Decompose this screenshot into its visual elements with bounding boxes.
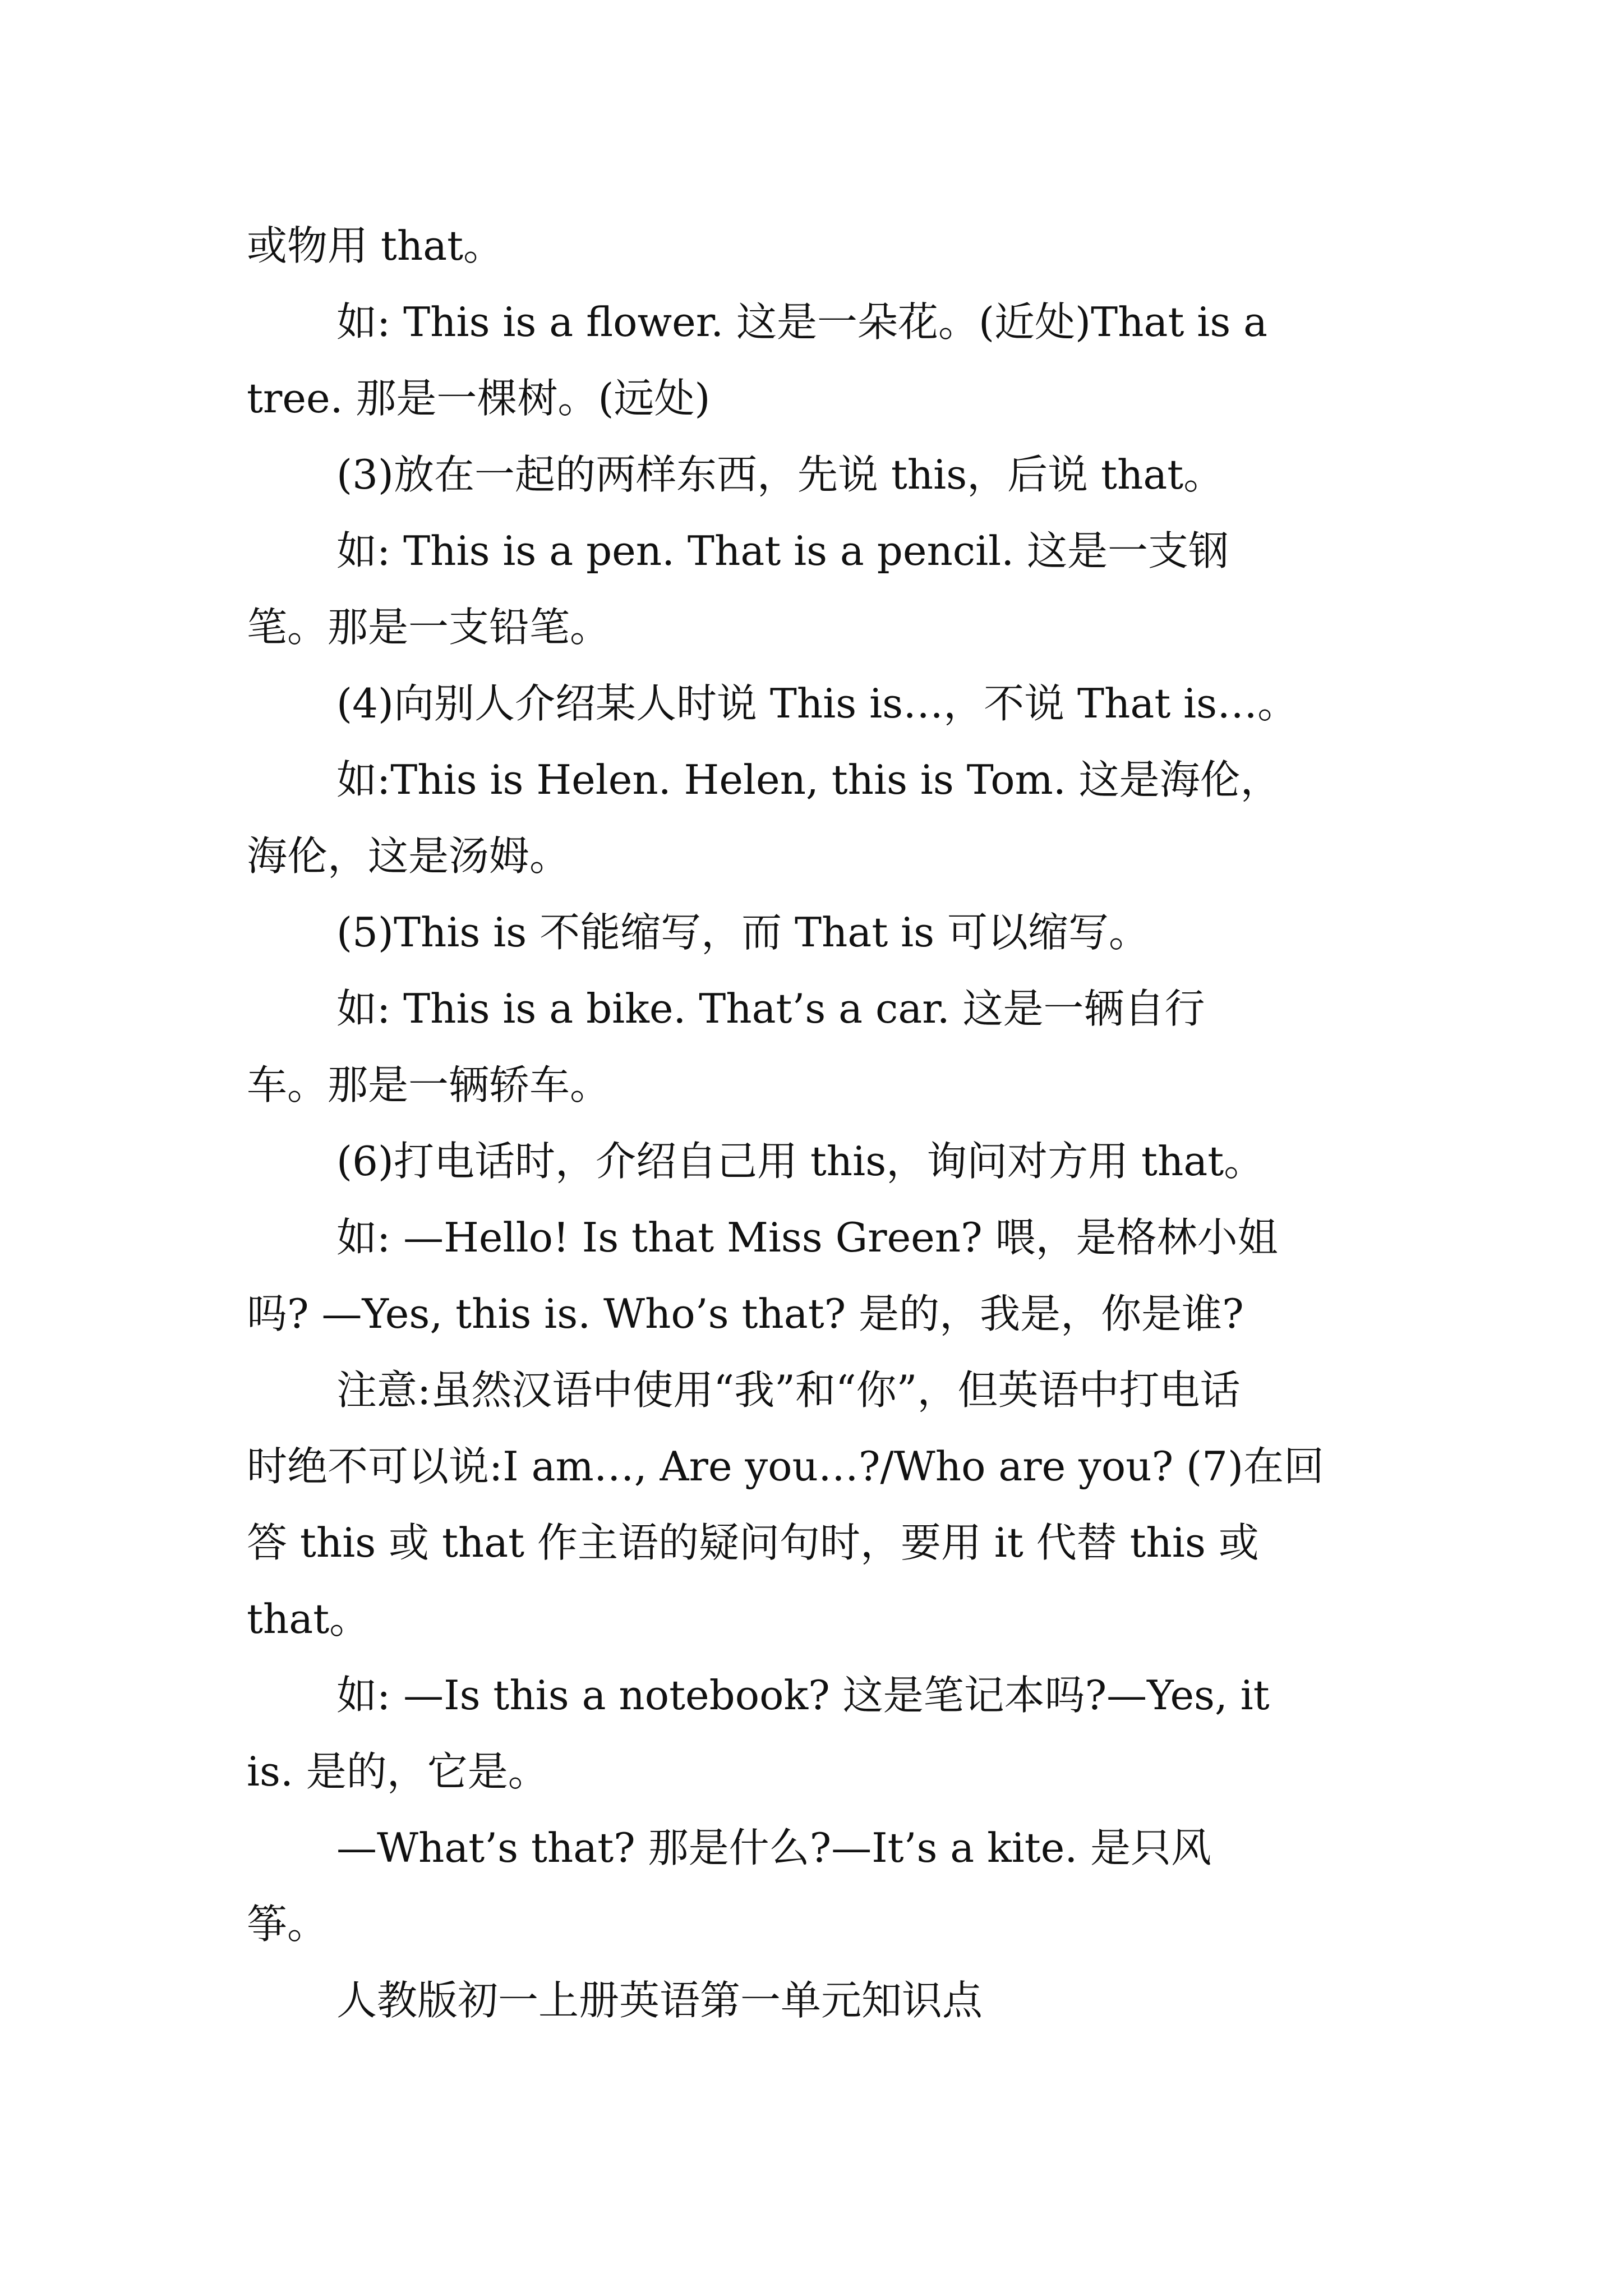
document-body	[247, 208, 1391, 2039]
text-line: that。	[247, 1595, 370, 1642]
text-line: 时绝不可以说:I am…, Are you…?/Who are you? (7)在回	[247, 1443, 1325, 1490]
text-line: (5)This is 不能缩写，而 That is 可以缩写。	[336, 909, 1150, 956]
text-line: (4)向别人介绍某人时说 This is…，不说 That is…。	[336, 680, 1298, 727]
text-line: 或物用 that。	[247, 222, 504, 269]
text-line: 如: This is a pen. That is a pencil. 这是一支钢	[336, 527, 1229, 574]
text-line: 如: —Hello! Is that Miss Green? 喂，是格林小姐	[336, 1214, 1278, 1261]
text-line: tree. 那是一棵树。(远处)	[247, 375, 711, 422]
text-line: 如: This is a flower. 这是一朵花。(近处)That is a	[336, 298, 1268, 346]
text-line: (6)打电话时，介绍自己用 this，询问对方用 that。	[336, 1138, 1265, 1185]
text-line: 海伦，这是汤姆。	[247, 832, 570, 880]
text-line: is. 是的，它是。	[247, 1748, 548, 1795]
text-line: 吗? —Yes, this is. Who’s that? 是的，我是，你是谁?	[247, 1290, 1244, 1337]
text-line: 筝。	[247, 1901, 328, 1948]
text-line: 注意:虽然汉语中使用“我”和“你”，但英语中打电话	[336, 1366, 1241, 1414]
text-line: —What’s that? 那是什么?—It’s a kite. 是只风	[336, 1824, 1212, 1871]
text-line: 如: This is a bike. That’s a car. 这是一辆自行	[336, 985, 1205, 1032]
text-line: 笔。那是一支铅笔。	[247, 604, 611, 651]
text-line: 如:This is Helen. Helen, this is Tom. 这是海伦，	[336, 756, 1281, 803]
text-line: (3)放在一起的两样东西，先说 this，后说 that。	[336, 451, 1224, 498]
section-heading: 人教版初一上册英语第一单元知识点	[336, 1977, 983, 2024]
text-line: 车。那是一辆轿车。	[247, 1061, 611, 1108]
text-line: 如: —Is this a notebook? 这是笔记本吗?—Yes, it	[336, 1672, 1270, 1719]
text-line: 答 this 或 that 作主语的疑问句时，要用 it 代替 this 或	[247, 1519, 1259, 1566]
